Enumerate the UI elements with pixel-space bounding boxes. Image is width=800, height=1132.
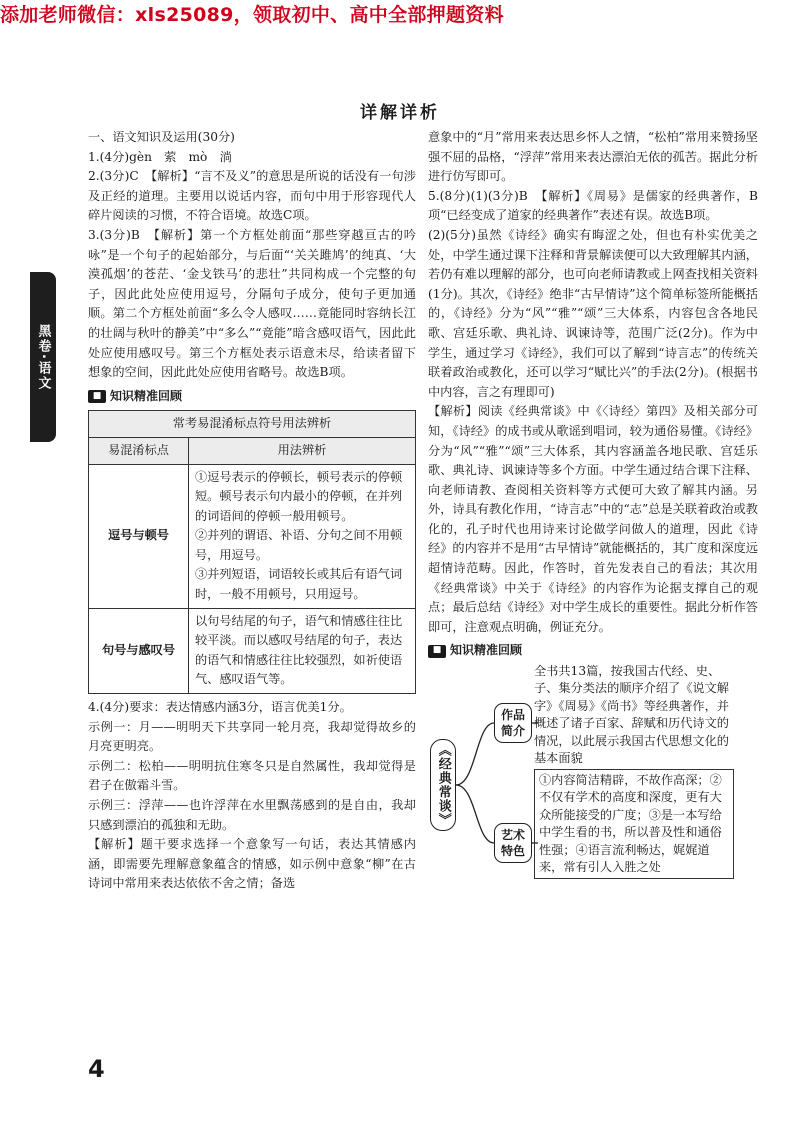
side-tab-label: 黑卷·语文: [35, 323, 51, 391]
review-heading-label: 知识精准回顾: [110, 388, 183, 403]
table-cell-label: 逗号与顿号: [89, 464, 189, 608]
left-column: [88, 128, 416, 894]
question-4-analysis: 【解析】题干要求选择一个意象写一句话，表达其情感内涵，即需要先理解意象蕴含的情感，如示例中意象“柳”在古诗词中常用来表达依依不舍之情；备选: [88, 837, 416, 891]
side-tab: [30, 272, 56, 442]
question-5-analysis: 【解析】阅读《经典常谈》中《〈诗经〉第四》及相关部分可知，《诗经》的成书或从歌谣到唱词，较为通俗易懂。《诗经》分为“风”“雅”“颂”三大体系，其内容涵盖各地民歌、宫廷乐歌、典礼诗、讽谏诗等多个方面。中学生通过结合课下注释、向老师请教、查阅相关资料等方式便可大致了解其内涵。另外，诗具有教化作用，“诗言志”中的“志”总是关联着政治或教化的，孔子时代也用诗来讨论做学问做人的道理，因此《诗经》的内容并不是用“古早情诗”就能概括的，其广度和深度远超情诗范畴。因此，作答时，首先发表自己的看法；其次用《经典常谈》中关于《诗经》的内容作为论据支撑自己的观点；最后总结《诗经》对中学生成长的重要性。据此分析作答即可，注意观点明确，例证充分。: [428, 404, 758, 634]
section-heading: 一、语文知识及运用(30分): [88, 130, 235, 144]
example-3: 示例三：浮萍——也许浮萍在水里飘荡感到的是自由，我却只感到漂泊的孤独和无助。: [88, 798, 416, 832]
question-2: 2.(3分)C 【解析】“言不及义”的意思是所说的话没有一句涉及正经的道理。主要用以说话内容，而句中用于形容现代人碎片阅读的习惯，不符合语境。故选C项。: [88, 169, 416, 223]
book-icon: ■: [428, 645, 446, 658]
mind-map-branch-intro: 作品简介: [494, 703, 532, 743]
question-5: 5.(8分)(1)(3分)B 【解析】《周易》是儒家的经典著作，B项“已经变成了道家的经典著作”表述有误。故选B项。: [428, 188, 758, 223]
example-2: 示例二：松柏——明明抗住寒冬只是自然属性，我却觉得是君子在傲霜斗雪。: [88, 758, 416, 793]
question-4-continued: 意象中的“月”常用来表达思乡怀人之情，“松柏”常用来赞扬坚强不屈的品格，“浮萍”常用来表达漂泊无依的孤苦。据此分析进行仿写即可。: [428, 130, 758, 184]
review-heading-right: [428, 641, 758, 661]
punctuation-table: [88, 410, 416, 694]
table-cell-content: ①逗号表示的停顿长，顿号表示的停顿短。顿号表示句内最小的停顿，在并列的词语间的停顿一般用顿号。 ②并列的谓语、补语、分句之间不用顿号，用逗号。 ③并列短语，词语较长或其后有语气词时，一般不用顿号，只用逗号。: [189, 464, 416, 608]
mind-map-features-text: ①内容简洁精辟，不故作高深；②不仅有学术的高度和深度，更有大众所能接受的广度；③是一本写给中学生看的书，所以普及性和通俗性强；④语言流利畅达，娓娓道来，常有引人入胜之处: [534, 769, 734, 879]
review-heading-left: [88, 387, 416, 407]
table-row: [89, 464, 416, 608]
mind-map-root: [430, 739, 456, 831]
page-number: 4: [88, 1055, 105, 1083]
table-cell-label: 句号与感叹号: [89, 608, 189, 693]
mind-map: [428, 665, 758, 907]
table-cell-content: 以句号结尾的句子，语气和情感往往比较平淡。而以感叹号结尾的句子，表达的语气和情感往往比较强烈，如祈使语气、感叹语气等。: [189, 608, 416, 693]
book-icon: ■: [88, 390, 106, 403]
table-header-usage: 用法辨析: [189, 437, 416, 464]
question-1: 1.(4分)gèn 萦 mò 淌: [88, 149, 232, 164]
mind-map-branch-features: 艺术特色: [494, 823, 532, 863]
table-title: 常考易混淆标点符号用法辨析: [89, 411, 416, 438]
watermark-banner: 添加老师微信：xls25089，领取初中、高中全部押题资料: [0, 4, 504, 26]
question-5-part-2: (2)(5分)虽然《诗经》确实有晦涩之处，但也有朴实优美之处，中学生通过课下注释和背景解读便可以大致理解其内涵，若仍有难以理解的部分，也可向老师请教或上网查找相关资料(1分)。其次，《诗经》绝非“古早情诗”这个简单标签所能概括的，《诗经》分为“风”“雅”“颂”三大体系，内容包含各地民歌、宫廷乐歌、典礼诗、讽谏诗等，范围广泛(2分)。作为中学生，通过学习《诗经》，我们可以了解到“诗言志”的传统关联着政治或教化，还可以学习“赋比兴”的手法(2分)。(根据书中内容，言之有理即可): [428, 227, 758, 399]
mind-map-root-label: 《经典常谈》: [435, 743, 451, 828]
review-heading-label: 知识精准回顾: [450, 643, 523, 658]
table-row: [89, 608, 416, 693]
page-title: 详解详析: [360, 103, 440, 123]
question-4: 4.(4分)要求：表达情感内涵3分，语言优美1分。: [88, 700, 352, 715]
example-1: 示例一：月——明明天下共享同一轮月亮，我却觉得故乡的月亮更明亮。: [88, 719, 416, 754]
table-header-label: 易混淆标点: [89, 437, 189, 464]
question-3: 3.(3分)B 【解析】第一个方框处前面“那些穿越亘古的吟咏”是一个句子的起始部分，与后面“‘关关雎鸠’的纯真、‘大漠孤烟’的苍茫、‘金戈铁马’的悲壮”共同构成一个完整的句子，因此此处应使用逗号，分隔句子成分，使句子更加通顺。第二个方框处前面“多么令人感叹……竟能同时容纳长江的壮阔与秋叶的静美”中“多么”“竟能”暗含感叹语气，因此此处应使用感叹号。第三个方框处表示语意未尽，给读者留下想象的空间，因此此处应使用省略号。故选B项。: [88, 227, 416, 380]
right-column: [428, 128, 758, 907]
mind-map-intro-text: 全书共13篇，按我国古代经、史、子、集分类法的顺序介绍了《说文解字》《周易》《尚书》等经典著作，并概述了诸子百家、辞赋和历代诗文的情况，以此展示我国古代思想文化的基本面貌: [534, 664, 729, 766]
